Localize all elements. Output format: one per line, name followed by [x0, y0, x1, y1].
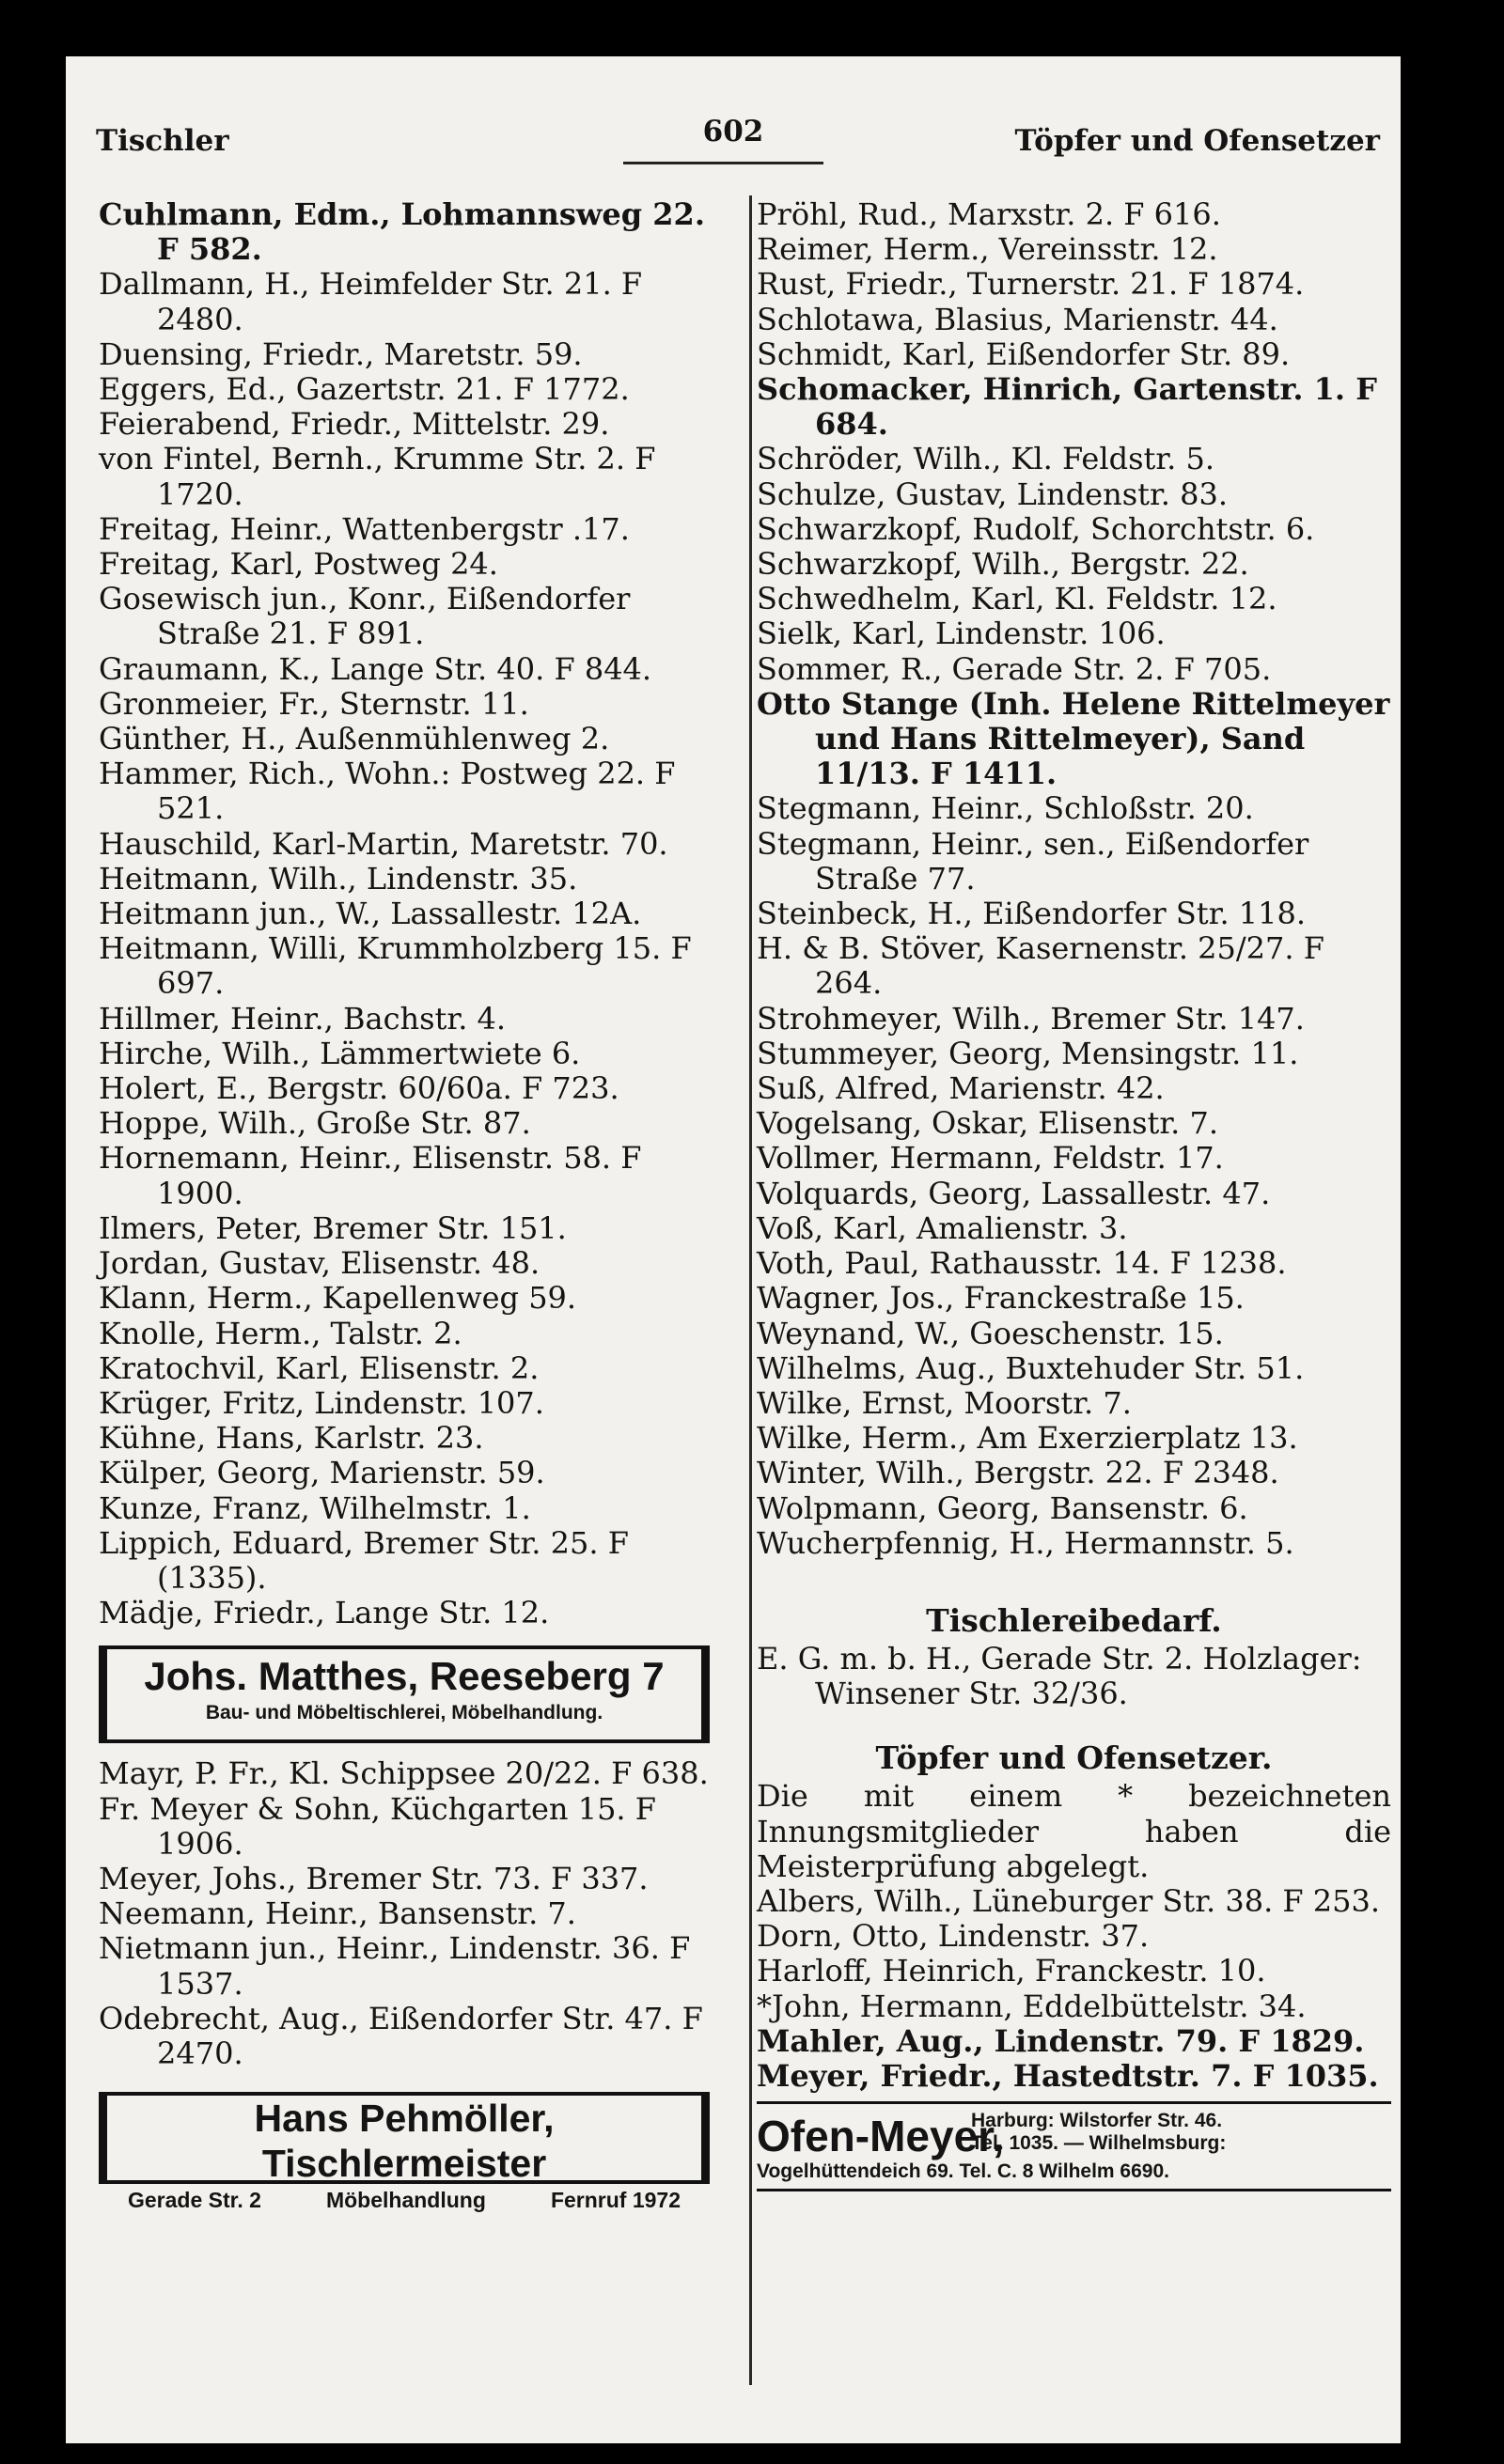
directory-entry: Voß, Karl, Amalienstr. 3. — [757, 1209, 1128, 1246]
directory-entry: Nietmann jun., Heinr., Lindenstr. 36. F 1537. — [99, 1930, 691, 2002]
ad-ofen-meyer-name: Ofen-Meyer, — [757, 2112, 1005, 2161]
directory-entry: Rust, Friedr., Turnerstr. 21. F 1874. — [757, 266, 1305, 303]
directory-entry: Ilmers, Peter, Bremer Str. 151. — [99, 1209, 567, 1246]
header-rule — [623, 162, 823, 164]
directory-entry: Reimer, Herm., Vereinsstr. 12. — [757, 231, 1218, 268]
directory-entry: Sommer, R., Gerade Str. 2. F 705. — [757, 650, 1272, 687]
tischlereibedarf-list — [757, 1642, 1391, 1711]
directory-entry: Stegmann, Heinr., sen., Eißendorfer Straße 77. — [757, 825, 1309, 897]
directory-entry: Schwarzkopf, Wilh., Bergstr. 22. — [757, 546, 1249, 583]
directory-entry: Kratochvil, Karl, Elisenstr. 2. — [99, 1349, 540, 1386]
directory-entry: Winter, Wilh., Bergstr. 22. F 2348. — [757, 1455, 1279, 1491]
directory-entry: Hirche, Wilh., Lämmertwiete 6. — [99, 1035, 581, 1071]
ad-ofen-meyer-line1: Harburg: Wilstorfer Str. 46. — [971, 2110, 1223, 2132]
directory-entry: Otto Stange (Inh. Helene Rittelmeyer und Hans Rittelmeyer), Sand 11/13. F 1411. — [757, 685, 1390, 792]
running-head-right: Töpfer und Ofensetzer — [1014, 124, 1380, 158]
directory-entry: Jordan, Gustav, Elisenstr. 48. — [99, 1245, 540, 1282]
tischler-list-b — [99, 1756, 733, 2071]
tischler-list-c — [757, 197, 1391, 1561]
directory-entry: Pröhl, Rud., Marxstr. 2. F 616. — [757, 196, 1221, 232]
directory-entry: Mayr, P. Fr., Kl. Schippsee 20/22. F 638. — [99, 1755, 709, 1792]
directory-entry: Krüger, Fritz, Lindenstr. 107. — [99, 1384, 544, 1421]
directory-entry: Hillmer, Heinr., Bachstr. 4. — [99, 1000, 507, 1037]
toepfer-list — [757, 1884, 1391, 2094]
ad-pehmoeller-details — [107, 2186, 701, 2214]
column-divider — [749, 195, 752, 2385]
directory-entry: Wolpmann, Georg, Bansenstr. 6. — [757, 1489, 1248, 1526]
innung-note: Die mit einem * bezeichneten Innungsmitglieder haben die Meisterprüfung abgelegt. — [757, 1778, 1391, 1884]
directory-entry: Cuhlmann, Edm., Lohmannsweg 22. F 582. — [99, 196, 705, 268]
directory-entry: Hauschild, Karl-Martin, Maretstr. 70. — [99, 825, 668, 862]
advertisement-pehmoeller — [99, 2092, 710, 2213]
ad-pehmoeller-phone: Fernruf 1972 — [550, 2188, 681, 2213]
directory-entry: Wilhelms, Aug., Buxtehuder Str. 51. — [757, 1349, 1305, 1386]
directory-entry: Külper, Georg, Marienstr. 59. — [99, 1455, 545, 1491]
directory-entry: Mädje, Friedr., Lange Str. 12. — [99, 1595, 550, 1631]
advertisement-matthes — [99, 1645, 710, 1743]
section-heading-toepfer: Töpfer und Ofensetzer. — [875, 1739, 1273, 1777]
directory-entry: Graumann, K., Lange Str. 40. F 844. — [99, 650, 652, 687]
directory-entry: Heitmann jun., W., Lassallestr. 12A. — [99, 896, 642, 932]
directory-entry: Strohmeyer, Wilh., Bremer Str. 147. — [757, 1000, 1305, 1037]
directory-entry: *John, Hermann, Eddelbüttelstr. 34. — [757, 1988, 1307, 2024]
directory-entry: Heitmann, Wilh., Lindenstr. 35. — [99, 860, 578, 897]
directory-entry: Neemann, Heinr., Bansenstr. 7. — [99, 1895, 576, 1932]
directory-entry: Suß, Alfred, Marienstr. 42. — [757, 1070, 1165, 1107]
directory-entry: Fr. Meyer & Sohn, Küchgarten 15. F 1906. — [99, 1790, 656, 1862]
directory-entry: Meyer, Friedr., Hastedtstr. 7. F 1035. — [757, 2057, 1379, 2094]
directory-entry: Steinbeck, H., Eißendorfer Str. 118. — [757, 896, 1307, 932]
directory-page — [66, 56, 1401, 2443]
directory-entry: Feierabend, Friedr., Mittelstr. 29. — [99, 406, 610, 443]
directory-entry: Vogelsang, Oskar, Elisenstr. 7. — [757, 1105, 1219, 1142]
directory-entry: Schwedhelm, Karl, Kl. Feldstr. 12. — [757, 581, 1277, 617]
directory-entry: E. G. m. b. H., Gerade Str. 2. Holzlager: Winsener Str. 32/36. — [757, 1640, 1362, 1712]
directory-entry: Klann, Herm., Kapellenweg 59. — [99, 1280, 577, 1317]
directory-entry: Gosewisch jun., Konr., Eißendorfer Straße 21. F 891. — [99, 581, 631, 652]
directory-entry: Lippich, Eduard, Bremer Str. 25. F (1335). — [99, 1524, 629, 1596]
page-number: 602 — [702, 115, 764, 148]
directory-entry: H. & B. Stöver, Kasernenstr. 25/27. F 264. — [757, 930, 1324, 1002]
ad-ofen-meyer-line3: Vogelhüttendeich 69. Tel. C. 8 Wilhelm 6690. — [757, 2160, 1169, 2183]
directory-entry: Harloff, Heinrich, Franckestr. 10. — [757, 1953, 1266, 1989]
directory-entry: Weynand, W., Goeschenstr. 15. — [757, 1315, 1224, 1351]
directory-entry: Heitmann, Willi, Krummholzberg 15. F 697. — [99, 930, 692, 1002]
directory-entry: Wagner, Jos., Franckestraße 15. — [757, 1280, 1245, 1317]
ad-matthes-subtitle: Bau- und Möbeltischlerei, Möbelhandlung. — [205, 1702, 603, 1724]
directory-entry: Hornemann, Heinr., Elisenstr. 58. F 1900. — [99, 1140, 642, 1211]
tischler-list-a — [99, 197, 733, 1630]
directory-entry: Sielk, Karl, Lindenstr. 106. — [757, 616, 1166, 652]
directory-entry: Wilke, Herm., Am Exerzierplatz 13. — [757, 1420, 1298, 1457]
directory-entry: Kunze, Franz, Wilhelmstr. 1. — [99, 1489, 531, 1526]
directory-entry: Mahler, Aug., Lindenstr. 79. F 1829. — [757, 2022, 1365, 2059]
directory-entry: Voth, Paul, Rathausstr. 14. F 1238. — [757, 1245, 1287, 1282]
ad-pehmoeller-business: Möbelhandlung — [325, 2188, 486, 2213]
directory-entry: Volquards, Georg, Lassallestr. 47. — [757, 1175, 1271, 1211]
directory-entry: Freitag, Heinr., Wattenbergstr .17. — [99, 510, 630, 547]
directory-entry: Wucherpfennig, H., Hermannstr. 5. — [757, 1524, 1294, 1561]
directory-entry: Odebrecht, Aug., Eißendorfer Str. 47. F 2470. — [99, 2000, 703, 2071]
directory-entry: Dallmann, H., Heimfelder Str. 21. F 2480. — [99, 266, 643, 337]
directory-entry: Eggers, Ed., Gazertstr. 21. F 1772. — [99, 371, 630, 408]
directory-entry: Schomacker, Hinrich, Gartenstr. 1. F 684. — [757, 371, 1377, 443]
ad-pehmoeller-title: Hans Pehmöller, Tischlermeister — [254, 2097, 555, 2186]
directory-entry: Schröder, Wilh., Kl. Feldstr. 5. — [757, 441, 1215, 477]
directory-entry: Stummeyer, Georg, Mensingstr. 11. — [757, 1035, 1299, 1071]
directory-entry: Hoppe, Wilh., Große Str. 87. — [99, 1105, 531, 1142]
ad-matthes-title: Johs. Matthes, Reeseberg 7 — [144, 1654, 665, 1699]
directory-entry: Holert, E., Bergstr. 60/60a. F 723. — [99, 1070, 619, 1107]
left-column — [99, 196, 733, 2213]
directory-entry: Kühne, Hans, Karlstr. 23. — [99, 1420, 484, 1457]
advertisement-ofen-meyer — [757, 2101, 1391, 2191]
directory-entry: Knolle, Herm., Talstr. 2. — [99, 1315, 462, 1351]
right-column — [757, 197, 1391, 2191]
directory-entry: Wilke, Ernst, Moorstr. 7. — [757, 1384, 1132, 1421]
directory-entry: Vollmer, Hermann, Feldstr. 17. — [757, 1140, 1224, 1177]
directory-entry: Schmidt, Karl, Eißendorfer Str. 89. — [757, 335, 1291, 372]
directory-entry: von Fintel, Bernh., Krumme Str. 2. F 1720. — [99, 441, 656, 512]
directory-entry: Meyer, Johs., Bremer Str. 73. F 337. — [99, 1860, 649, 1896]
directory-entry: Freitag, Karl, Postweg 24. — [99, 546, 498, 583]
directory-entry: Albers, Wilh., Lüneburger Str. 38. F 253. — [757, 1882, 1381, 1919]
ad-pehmoeller-address: Gerade Str. 2 — [128, 2188, 261, 2213]
directory-entry: Günther, H., Außenmühlenweg 2. — [99, 721, 610, 757]
directory-entry: Gronmeier, Fr., Sternstr. 11. — [99, 685, 529, 722]
ad-ofen-meyer-line2: Tel. 1035. — Wilhelmsburg: — [971, 2132, 1227, 2155]
running-head-left: Tischler — [96, 124, 229, 158]
directory-entry: Hammer, Rich., Wohn.: Postweg 22. F 521. — [99, 756, 676, 827]
directory-entry: Dorn, Otto, Lindenstr. 37. — [757, 1918, 1150, 1955]
directory-entry: Stegmann, Heinr., Schloßstr. 20. — [757, 790, 1254, 827]
directory-entry: Schwarzkopf, Rudolf, Schorchtstr. 6. — [757, 510, 1315, 547]
ad-ofen-meyer-rule — [757, 2189, 1391, 2191]
directory-entry: Schlotawa, Blasius, Marienstr. 44. — [757, 301, 1278, 337]
directory-entry: Schulze, Gustav, Lindenstr. 83. — [757, 476, 1229, 512]
section-heading-tischlereibedarf: Tischlereibedarf. — [926, 1601, 1222, 1639]
directory-entry: Duensing, Friedr., Maretstr. 59. — [99, 335, 583, 372]
